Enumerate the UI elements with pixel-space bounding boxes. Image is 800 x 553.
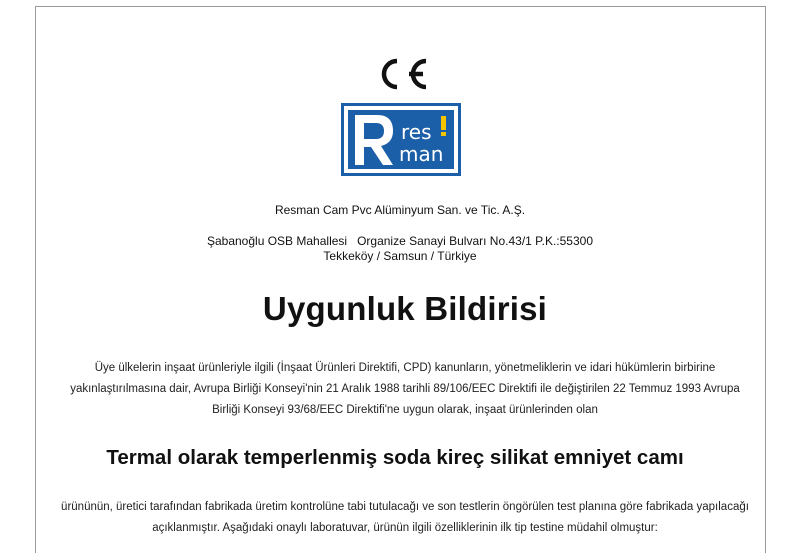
document-title: Uygunluk Bildirisi [262, 290, 548, 327]
product-name: Termal olarak temperlenmiş soda kireç silikat emniyet camı [106, 446, 684, 469]
statement-paragraph: ürününün, üretici tarafından fabrikada üretim kontrolüne tabi tutulacağı ve son testlerin öngörülen test planına göre fabrikada yapılacağı açıklanmıştır. Aşağıdaki onaylı laboratuvar, ürünün ilgili özelliklerinin ilk tip testine müdahil olmuştur: [61, 501, 749, 534]
company-address-line1: Şabanoğlu OSB Mahallesi Organize Sanayi Bulvarı No.43/1 P.K.:55300 [206, 234, 593, 248]
company-name: Resman Cam Pvc Alüminyum San. ve Tic. A.Ş. [274, 203, 526, 217]
svg-text:man: man [399, 142, 444, 166]
resman-logo [341, 103, 461, 176]
ce-mark-icon [373, 57, 431, 91]
svg-text:res: res [401, 120, 432, 144]
intro-paragraph: Üye ülkelerin inşaat ürünleriyle ilgili (İnşaat Ürünleri Direktifi, CPD) kanunların, yönetmeliklerin ve idari hükümlerin birbirine yakınlaştırılmasına dair, Avrupa Birliği Konseyi'nin 21 Aralık 1988 tarihli 89/106/EEC Direktifi ile değiştirilen 22 Temmuz 1993 Avrupa Birliği Konseyi 93/68/EEC Direktifi'ne uygun olarak, inşaat ürünlerinden olan [70, 362, 740, 416]
company-address-line2: Tekkeköy / Samsun / Türkiye [323, 249, 477, 263]
